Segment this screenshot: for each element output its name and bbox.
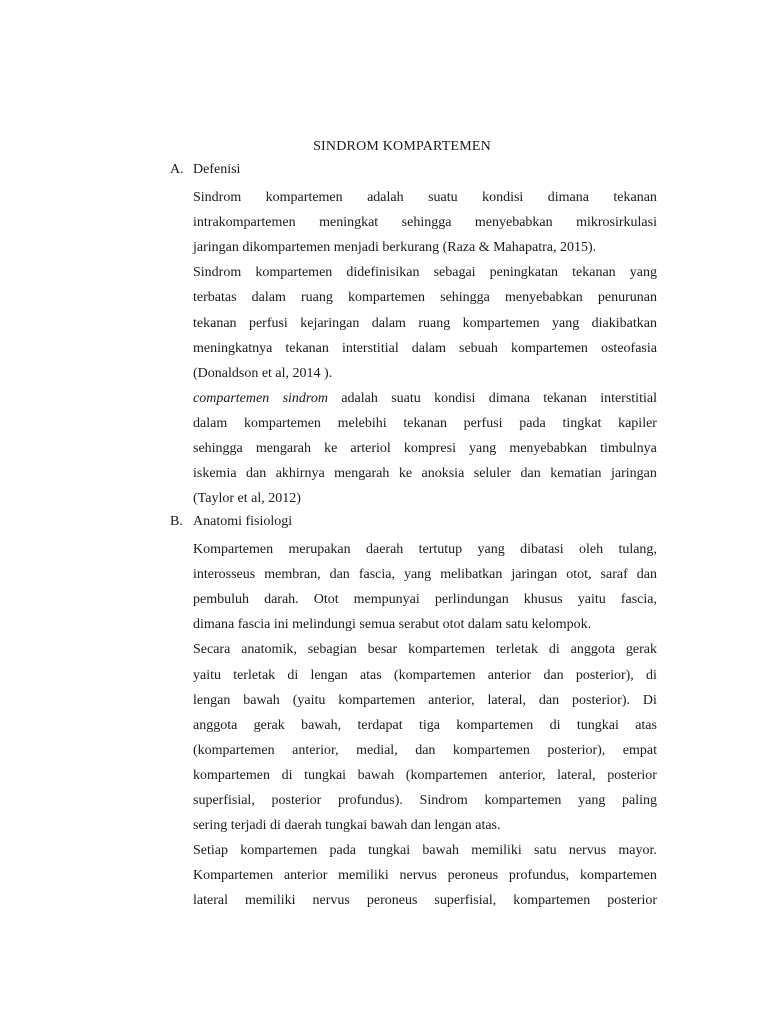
paragraph-line: Setiap kompartemen pada tungkai bawah memiliki satu nervus mayor. — [193, 843, 657, 858]
section-heading — [170, 161, 240, 179]
paragraph-line: tekanan perfusi kejaringan dalam ruang kompartemen yang diakibatkan — [193, 316, 657, 331]
paragraph-line: interosseus membran, dan fascia, yang melibatkan jaringan otot, saraf dan — [193, 567, 657, 582]
paragraph-line: (kompartemen anterior, medial, dan kompartemen posterior), empat — [193, 743, 657, 758]
paragraph-line: (Donaldson et al, 2014 ). — [193, 366, 333, 381]
paragraph-line: (Taylor et al, 2012) — [193, 491, 301, 506]
paragraph-line: lengan bawah (yaitu kompartemen anterior, lateral, dan posterior). Di — [193, 693, 657, 708]
paragraph-line: superfisial, posterior profundus). Sindrom kompartemen yang paling — [193, 793, 657, 808]
paragraph-line: iskemia dan akhirnya mengarah ke anoksia seluler dan kematian jaringan — [193, 466, 657, 481]
paragraph-line: anggota gerak bawah, terdapat tiga kompartemen di tungkai atas — [193, 718, 657, 733]
paragraph-line: Sindrom kompartemen didefinisikan sebagai peningkatan tekanan yang — [193, 265, 657, 280]
section-title: Defenisi — [193, 162, 241, 177]
section-letter: B. — [170, 514, 183, 529]
paragraph-line: Sindrom kompartemen adalah suatu kondisi dimana tekanan — [193, 190, 657, 205]
paragraph-line: pembuluh darah. Otot mempunyai perlindungan khusus yaitu fascia, — [193, 592, 657, 607]
section-title: Anatomi fisiologi — [193, 514, 293, 529]
paragraph-line: Kompartemen anterior memiliki nervus peroneus profundus, kompartemen — [193, 868, 657, 883]
paragraph-line: meningkatnya tekanan interstitial dalam sebuah kompartemen osteofasia — [193, 341, 657, 356]
paragraph-line: sering terjadi di daerah tungkai bawah dan lengan atas. — [193, 818, 501, 833]
section-letter: A. — [170, 162, 184, 177]
paragraph-line: intrakompartemen meningkat sehingga menyebabkan mikrosirkulasi — [193, 215, 657, 230]
paragraph-line: kompartemen di tungkai bawah (kompartemen anterior, lateral, posterior — [193, 768, 657, 783]
paragraph-line: dimana fascia ini melindungi semua serabut otot dalam satu kelompok. — [193, 617, 592, 632]
paragraph-line: yaitu terletak di lengan atas (kompartemen anterior dan posterior), di — [193, 668, 657, 683]
paragraph-line: compartemen sindrom adalah suatu kondisi dimana tekanan interstitial — [193, 391, 657, 406]
paragraph-line: Secara anatomik, sebagian besar kompartemen terletak di anggota gerak — [193, 642, 657, 657]
section-heading — [170, 513, 292, 531]
paragraph-line: lateral memiliki nervus peroneus superfisial, kompartemen posterior — [193, 893, 657, 908]
paragraph-line: Kompartemen merupakan daerah tertutup yang dibatasi oleh tulang, — [193, 542, 657, 557]
paragraph-line: terbatas dalam ruang kompartemen sehingga menyebabkan penurunan — [193, 290, 657, 305]
document-title: SINDROM KOMPARTEMEN — [313, 139, 491, 154]
paragraph-line: jaringan dikompartemen menjadi berkurang (Raza & Mahapatra, 2015). — [193, 240, 597, 255]
paragraph-line: dalam kompartemen melebihi tekanan perfusi pada tingkat kapiler — [193, 416, 657, 431]
paragraph-line: sehingga mengarah ke arteriol kompresi yang menyebabkan timbulnya — [193, 441, 657, 456]
